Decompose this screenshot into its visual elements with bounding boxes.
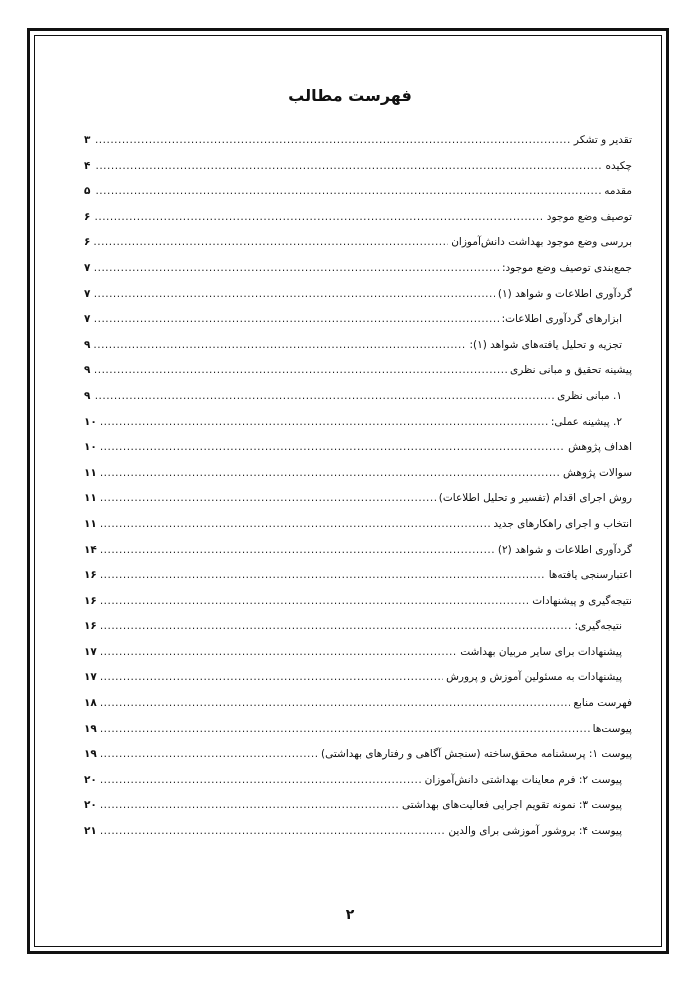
toc-dot-leader xyxy=(100,518,491,530)
toc-entry[interactable] xyxy=(84,723,632,749)
toc-entry-label: نتیجه‌گیری و پیشنهادات xyxy=(532,594,632,607)
toc-entry-page: ۱۷ xyxy=(84,645,97,658)
toc-entry-label: پیشنهادات برای سایر مربیان بهداشت xyxy=(460,645,622,658)
toc-entry[interactable] xyxy=(84,646,632,672)
toc-dot-leader xyxy=(96,160,603,172)
toc-dot-leader xyxy=(95,211,544,223)
toc-entry-page: ۶ xyxy=(84,210,91,223)
toc-entry-label: تجزیه و تحلیل یافته‌های شواهد (۱): xyxy=(469,338,622,351)
toc-dot-leader xyxy=(100,441,565,453)
toc-dot-leader xyxy=(100,492,436,504)
toc-entry[interactable] xyxy=(84,774,632,800)
toc-entry-label: گردآوری اطلاعات و شواهد (۱) xyxy=(497,287,632,300)
toc-entry[interactable] xyxy=(84,748,632,774)
toc-entry[interactable] xyxy=(84,467,632,493)
toc-entry[interactable] xyxy=(84,160,632,186)
toc-entry-page: ۵ xyxy=(84,185,91,198)
toc-entry[interactable] xyxy=(84,390,632,416)
toc-entry-label: پیشنهادات به مسئولین آموزش و پرورش xyxy=(446,671,622,684)
toc-entry-label: ابزارهای گردآوری اطلاعات: xyxy=(501,313,622,326)
toc-dot-leader xyxy=(100,569,546,581)
toc-entry-page: ۹ xyxy=(84,389,91,402)
toc-entry[interactable] xyxy=(84,620,632,646)
toc-entry-label: پیوست ۴: بروشور آموزشی برای والدین xyxy=(448,825,622,838)
toc-entry[interactable] xyxy=(84,211,632,237)
toc-entry-page: ۱۶ xyxy=(84,620,97,633)
toc-entry[interactable] xyxy=(84,236,632,262)
toc-entry-label: اهداف پژوهش xyxy=(568,441,632,454)
toc-entry-label: تقدیر و تشکر xyxy=(573,134,632,146)
toc-entry-page: ۶ xyxy=(84,236,91,249)
toc-entry-label: نتیجه‌گیری: xyxy=(574,620,622,633)
toc-entry-page: ۱۶ xyxy=(84,594,97,607)
toc-entry[interactable] xyxy=(84,518,632,544)
toc-entry-page: ۹ xyxy=(84,338,91,351)
toc-entry-page: ۹ xyxy=(84,364,91,377)
toc-entry-page: ۱۰ xyxy=(84,415,97,428)
toc-dot-leader xyxy=(100,748,318,760)
toc-entry-page: ۱۱ xyxy=(84,492,97,505)
toc-dot-leader xyxy=(94,262,499,274)
toc-entry[interactable] xyxy=(84,262,632,288)
toc-dot-leader xyxy=(100,620,572,632)
toc-dot-leader xyxy=(100,416,548,428)
toc-entry-page: ۱۶ xyxy=(84,569,97,582)
toc-entry-page: ۷ xyxy=(84,261,91,274)
page-title: فهرست مطالب xyxy=(288,86,412,105)
toc-entry-page: ۱۱ xyxy=(84,466,97,479)
toc-entry-label: پیوست ۲: فرم معاینات بهداشتی دانش‌آموزان xyxy=(424,773,622,786)
toc-entry-page: ۱۰ xyxy=(84,441,97,454)
toc-dot-leader xyxy=(100,595,529,607)
toc-entry[interactable] xyxy=(84,569,632,595)
toc-dot-leader xyxy=(100,774,422,786)
toc-entry-label: پیوست ۳: نمونه تقویم اجرایی فعالیت‌های بهداشتی xyxy=(402,799,622,812)
toc-entry-page: ۴ xyxy=(84,159,91,172)
toc-dot-leader xyxy=(100,544,495,556)
toc-entry-label: پیوست ۱: پرسشنامه محقق‌ساخته (سنجش آگاهی و رفتارهای بهداشتی) xyxy=(321,748,632,761)
toc-entry-page: ۷ xyxy=(84,287,91,300)
toc-entry-label: توصیف وضع موجود xyxy=(546,210,632,223)
toc-dot-leader xyxy=(100,723,590,735)
toc-entry-label: بررسی وضع موجود بهداشت دانش‌آموزان xyxy=(451,236,632,249)
toc-dot-leader xyxy=(95,390,554,402)
toc-entry[interactable] xyxy=(84,697,632,723)
toc-entry-label: اعتبارسنجی یافته‌ها xyxy=(548,569,632,582)
toc-entry-label: ۲. پیشینه عملی: xyxy=(550,415,622,428)
toc-entry-label: جمع‌بندی توصیف وضع موجود: xyxy=(501,261,632,274)
toc-dot-leader xyxy=(93,236,448,248)
toc-entry-label: پیشینه تحقیق و مبانی نظری xyxy=(510,364,632,377)
toc-dot-leader xyxy=(94,288,495,300)
toc-entry[interactable] xyxy=(84,671,632,697)
toc-entry-label: ۱. مبانی نظری xyxy=(557,389,622,402)
toc-entry-page: ۱۱ xyxy=(84,517,97,530)
toc-entry-page: ۳ xyxy=(84,134,91,146)
toc-entry[interactable] xyxy=(84,134,632,160)
toc-entry[interactable] xyxy=(84,595,632,621)
toc-dot-leader xyxy=(100,671,443,683)
toc-entry-label: فهرست منابع xyxy=(573,697,632,710)
toc-entry[interactable] xyxy=(84,416,632,442)
toc-entry-label: پیوست‌ها xyxy=(592,722,632,735)
toc-dot-leader xyxy=(95,134,571,146)
toc-dot-leader xyxy=(100,825,446,837)
toc-entry-label: گردآوری اطلاعات و شواهد (۲) xyxy=(497,543,632,556)
toc-entry[interactable] xyxy=(84,441,632,467)
toc-dot-leader xyxy=(100,646,457,658)
toc-entry-page: ۷ xyxy=(84,313,91,326)
toc-entry-label: روش اجرای اقدام (تفسیر و تحلیل اطلاعات) xyxy=(438,492,632,505)
toc-entry-page: ۱۴ xyxy=(84,543,97,556)
toc-dot-leader xyxy=(94,364,507,376)
toc-dot-leader xyxy=(93,339,466,351)
page-number: ۲ xyxy=(345,907,355,923)
toc-entry[interactable] xyxy=(84,825,632,851)
toc-dot-leader xyxy=(100,799,399,811)
toc-entry-page: ۱۹ xyxy=(84,748,97,761)
toc-entry-page: ۲۰ xyxy=(84,799,97,812)
toc-entry[interactable] xyxy=(84,799,632,825)
toc-entry-page: ۱۷ xyxy=(84,671,97,684)
toc-entry-page: ۱۸ xyxy=(84,697,97,710)
toc-entry[interactable] xyxy=(84,339,632,365)
toc-dot-leader xyxy=(100,467,560,479)
toc-dot-leader xyxy=(95,185,601,197)
toc-entry[interactable] xyxy=(84,185,632,211)
toc-entry-page: ۲۱ xyxy=(84,825,97,838)
toc-entry-label: چکیده xyxy=(605,159,632,172)
toc-entry[interactable] xyxy=(84,544,632,570)
toc-entry[interactable] xyxy=(84,492,632,518)
toc-entry-label: انتخاب و اجرای راهکارهای جدید xyxy=(493,517,632,530)
toc-entry-page: ۲۰ xyxy=(84,773,97,786)
toc-entry-page: ۱۹ xyxy=(84,722,97,735)
toc-entry-label: مقدمه xyxy=(604,185,632,198)
toc-entry[interactable] xyxy=(84,313,632,339)
toc-dot-leader xyxy=(100,697,571,709)
toc-entry-label: سوالات پژوهش xyxy=(562,466,632,479)
toc-dot-leader xyxy=(94,313,499,325)
toc-entry[interactable] xyxy=(84,364,632,390)
toc-entry[interactable] xyxy=(84,288,632,314)
table-of-contents xyxy=(84,134,632,851)
